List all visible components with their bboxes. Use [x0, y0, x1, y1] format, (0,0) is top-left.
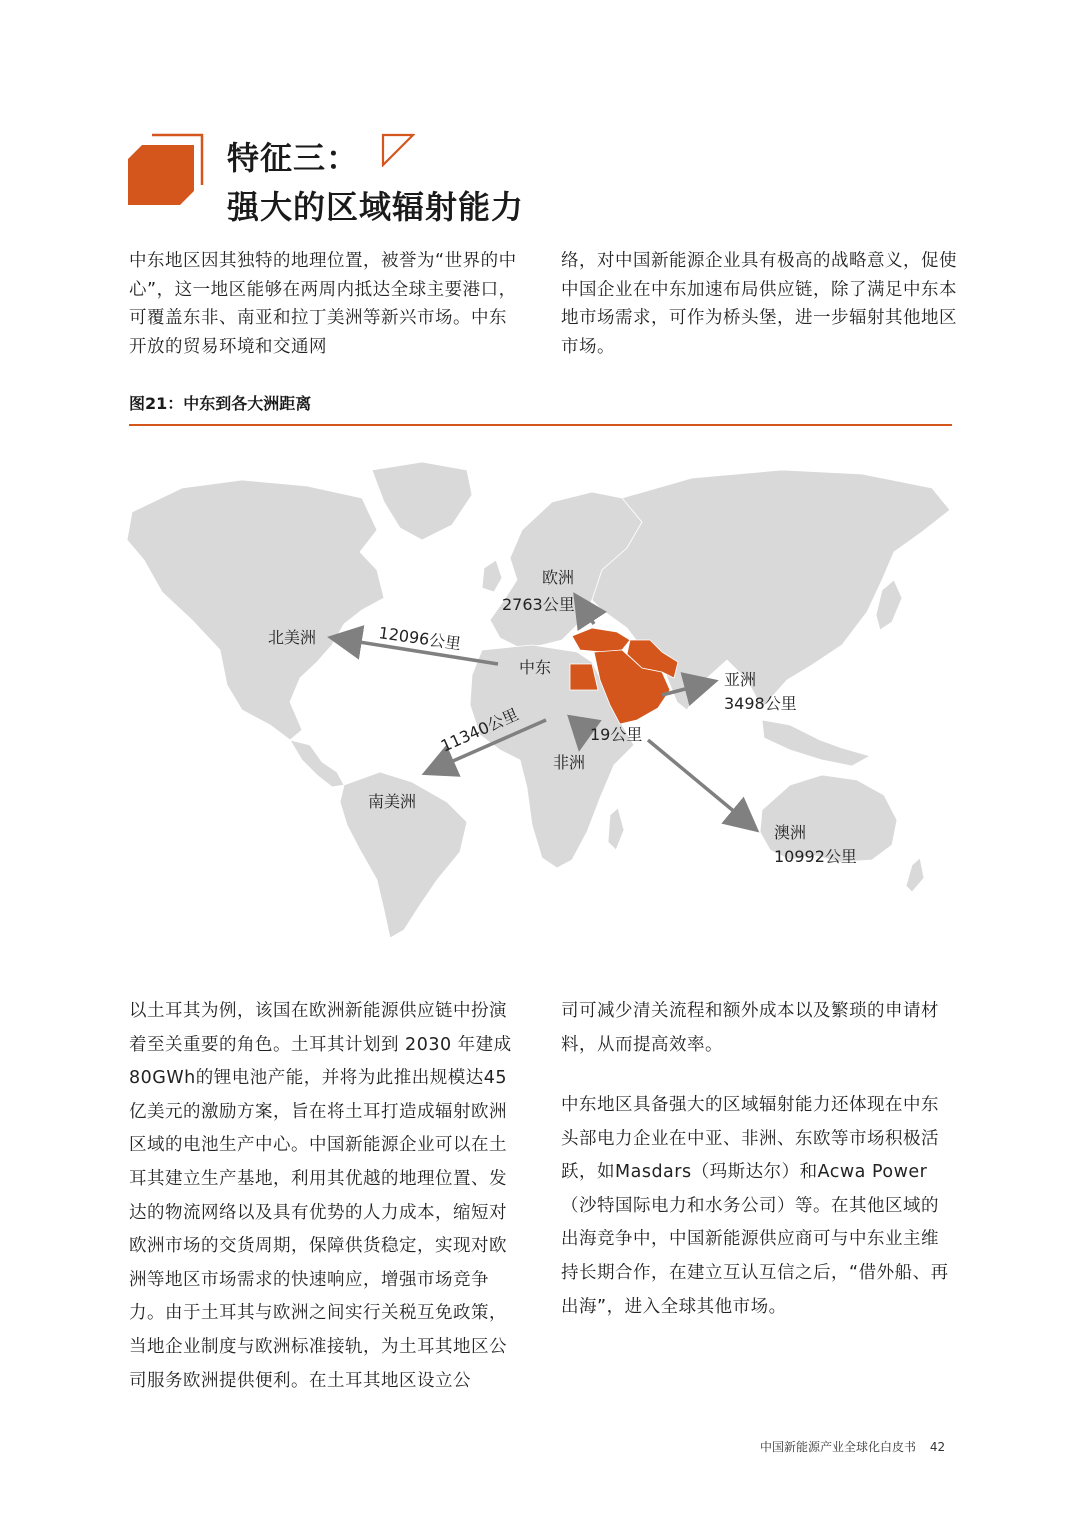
greenland-shape [372, 462, 472, 540]
label-asia: 亚洲 [724, 670, 757, 689]
north-america-shape [127, 480, 384, 740]
body-paragraph-right-2: 中东地区具备强大的区域辐射能力还体现在中东头部电力企业在中亚、非洲、东欧等市场积极活跃，如Masdars（玛斯达尔）和Acwa Power（沙特国际电力和水务公司）等。在其他区域的出海竞争中，中国新能源供应商可与中东业主维持长期合作，在建立互认互信之后，“借外船、再出海”，进入全球其他市场。 [561, 1095, 949, 1317]
turkey-shape [572, 628, 630, 652]
label-europe-distance: 2763公里 [502, 595, 575, 614]
continents [127, 462, 950, 938]
heading-triangle-icon [381, 133, 415, 171]
central-america-shape [290, 740, 344, 787]
footer-title: 中国新能源产业全球化白皮书 [760, 1440, 917, 1454]
se-asia-islands-shape [762, 720, 870, 766]
japan-shape [876, 580, 902, 630]
label-oceania: 澳洲 [774, 823, 807, 842]
label-africa-distance: 19公里 [590, 725, 643, 744]
label-north-america-distance: 12096公里 [377, 623, 463, 654]
label-africa: 非洲 [553, 753, 586, 772]
intro-paragraph-right: 络，对中国新能源企业具有极高的战略意义，促使中国企业在中东加速布局供应链，除了满足中东本地市场需求，可作为桥头堡，进一步辐射其他地区市场。 [561, 251, 957, 357]
arrow-to-australia [648, 740, 754, 828]
body-paragraph-right-1: 司可减少清关流程和额外成本以及繁琐的申请材料，从而提高效率。 [561, 1001, 939, 1055]
label-middle-east: 中东 [519, 658, 552, 677]
figure-rule [129, 424, 952, 426]
footer [760, 1438, 945, 1455]
body-paragraph-left: 以土耳其为例，该国在欧洲新能源供应链中扮演着至关重要的角色。土耳其计划到 2030 年建成80GWh的锂电池产能，并将为此推出规模达45亿美元的激励方案，旨在将土耳打造成辐射欧洲区域的电池生产中心。中国新能源企业可以在土耳其建立生产基地，利用其优越的地理位置、发达的物流网络以及具有优势的人力成本，缩短对欧洲市场的交货周期，保障供货稳定，实现对欧洲等地区市场需求的快速响应，增强市场竞争力。由于土耳其与欧洲之间实行关税互免政策，当地企业制度与欧洲标准接轨，为土耳其地区公司服务欧洲提供便利。在土耳其地区设立公 [129, 1001, 512, 1391]
label-south-america-distance: 11340公里 [437, 704, 522, 756]
label-asia-distance: 3498公里 [724, 694, 797, 713]
heading-line-1: 特征三： [227, 139, 360, 177]
new-zealand-shape [906, 858, 924, 892]
label-europe: 欧洲 [542, 568, 575, 587]
world-map [122, 440, 952, 950]
heading-line-2: 强大的区域辐射能力 [227, 188, 525, 226]
figure-caption: 图21：中东到各大洲距离 [129, 394, 312, 413]
madagascar-shape [608, 808, 624, 850]
uk-shape [482, 560, 502, 592]
page-number: 42 [929, 1440, 946, 1454]
heading-decoration [128, 131, 208, 209]
label-south-america: 南美洲 [368, 792, 417, 811]
label-oceania-distance: 10992公里 [774, 847, 857, 866]
label-north-america: 北美洲 [268, 628, 317, 647]
intro-paragraph-left: 中东地区因其独特的地理位置，被誉为“世界的中心”，这一地区能够在两周内抵达全球主要港口，可覆盖东非、南亚和拉丁美洲等新兴市场。中东开放的贸易环境和交通网 [129, 251, 517, 357]
